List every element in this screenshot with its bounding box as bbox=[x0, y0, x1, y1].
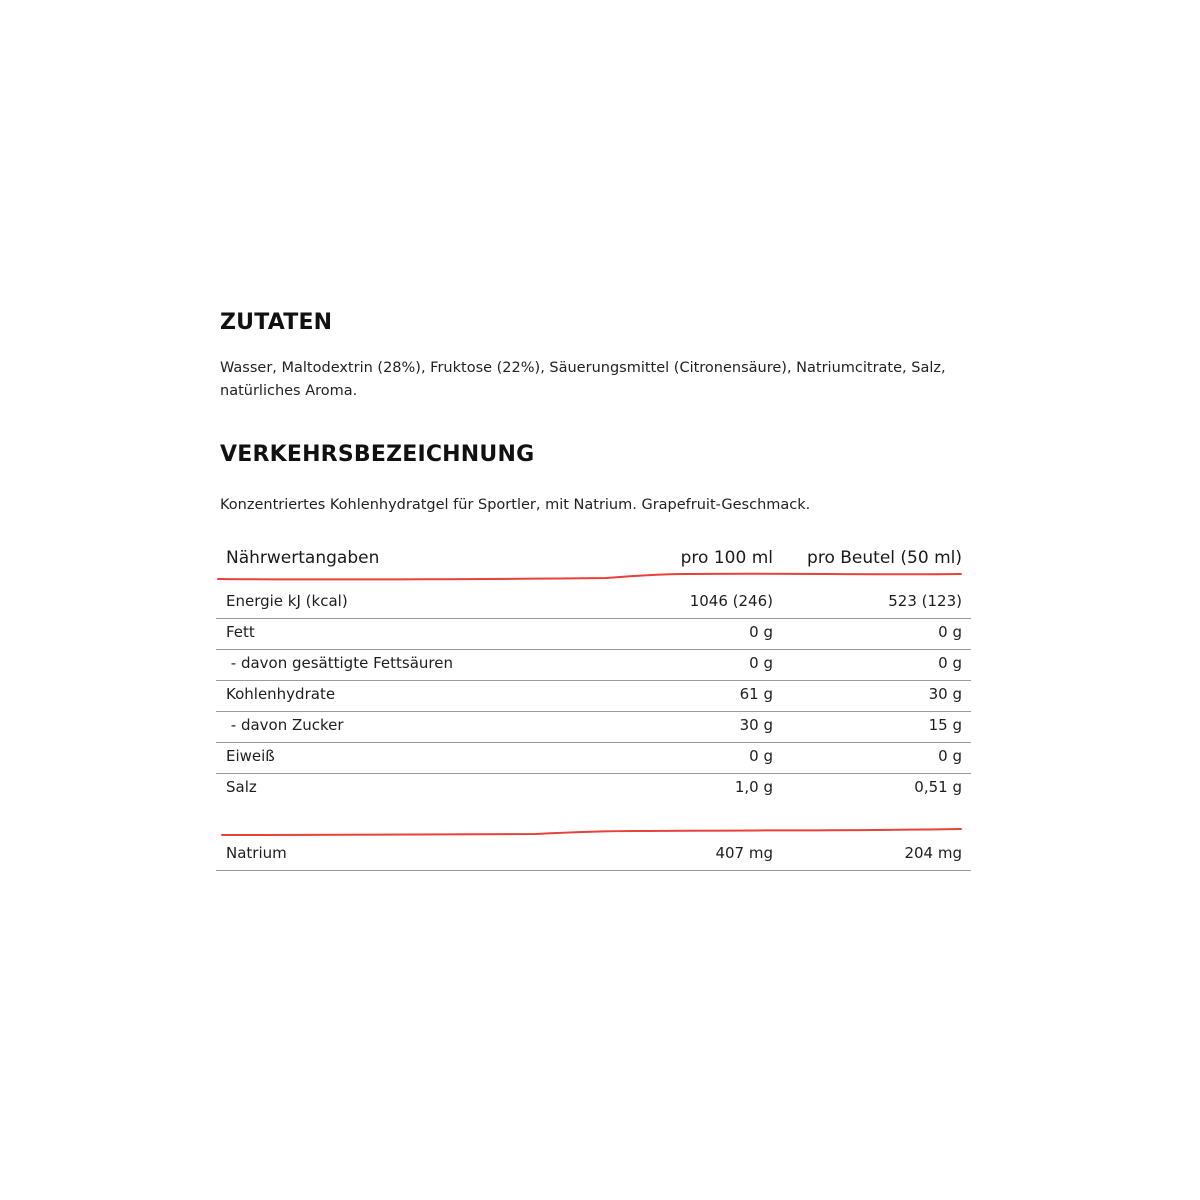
row-label: - davon Zucker bbox=[226, 716, 344, 734]
row-value-pouch: 523 (123) bbox=[888, 592, 962, 610]
header-nutrition-label: Nährwertangaben bbox=[226, 548, 380, 568]
table-row bbox=[216, 711, 971, 743]
row-value-100ml: 1,0 g bbox=[734, 778, 773, 796]
row-value-100ml: 0 g bbox=[749, 654, 773, 672]
row-value-100ml: 407 mg bbox=[715, 844, 773, 862]
table-row bbox=[216, 773, 971, 804]
nutrition-table bbox=[216, 540, 971, 880]
header-per-100ml: pro 100 ml bbox=[680, 548, 773, 568]
table-row bbox=[216, 587, 971, 619]
row-value-pouch: 30 g bbox=[928, 685, 962, 703]
row-value-pouch: 0,51 g bbox=[914, 778, 962, 796]
table-row bbox=[216, 742, 971, 774]
product-name-text: Konzentriertes Kohlenhydratgel für Sportler, mit Natrium. Grapefruit-Geschmack. bbox=[220, 497, 811, 513]
row-value-100ml: 1046 (246) bbox=[689, 592, 773, 610]
header-per-pouch: pro Beutel (50 ml) bbox=[807, 548, 962, 568]
row-label: Natrium bbox=[226, 844, 287, 862]
row-value-100ml: 61 g bbox=[739, 685, 773, 703]
row-label: Kohlenhydrate bbox=[226, 685, 336, 703]
row-value-pouch: 15 g bbox=[928, 716, 962, 734]
row-label: Salz bbox=[226, 778, 257, 796]
table-row-sodium bbox=[216, 839, 971, 871]
row-value-pouch: 0 g bbox=[938, 747, 962, 765]
sodium-red-overline bbox=[216, 824, 971, 836]
row-label: - davon gesättigte Fettsäuren bbox=[226, 654, 453, 672]
row-value-100ml: 30 g bbox=[739, 716, 773, 734]
row-value-pouch: 204 mg bbox=[904, 844, 962, 862]
table-row bbox=[216, 649, 971, 681]
ingredients-heading: ZUTATEN bbox=[220, 310, 333, 335]
ingredients-text: Wasser, Maltodextrin (28%), Fruktose (22%), Säuerungsmittel (Citronensäure), Natriumcitrate, Salz, natürliches Aroma. bbox=[220, 360, 946, 399]
row-label: Eiweiß bbox=[226, 747, 275, 765]
table-row bbox=[216, 680, 971, 712]
row-value-100ml: 0 g bbox=[749, 623, 773, 641]
row-value-pouch: 0 g bbox=[938, 654, 962, 672]
row-value-pouch: 0 g bbox=[938, 623, 962, 641]
row-label: Fett bbox=[226, 623, 255, 641]
row-value-100ml: 0 g bbox=[749, 747, 773, 765]
header-red-underline bbox=[216, 570, 971, 582]
product-name-heading: VERKEHRSBEZEICHNUNG bbox=[220, 442, 535, 467]
table-row bbox=[216, 618, 971, 650]
row-label: Energie kJ (kcal) bbox=[226, 592, 348, 610]
